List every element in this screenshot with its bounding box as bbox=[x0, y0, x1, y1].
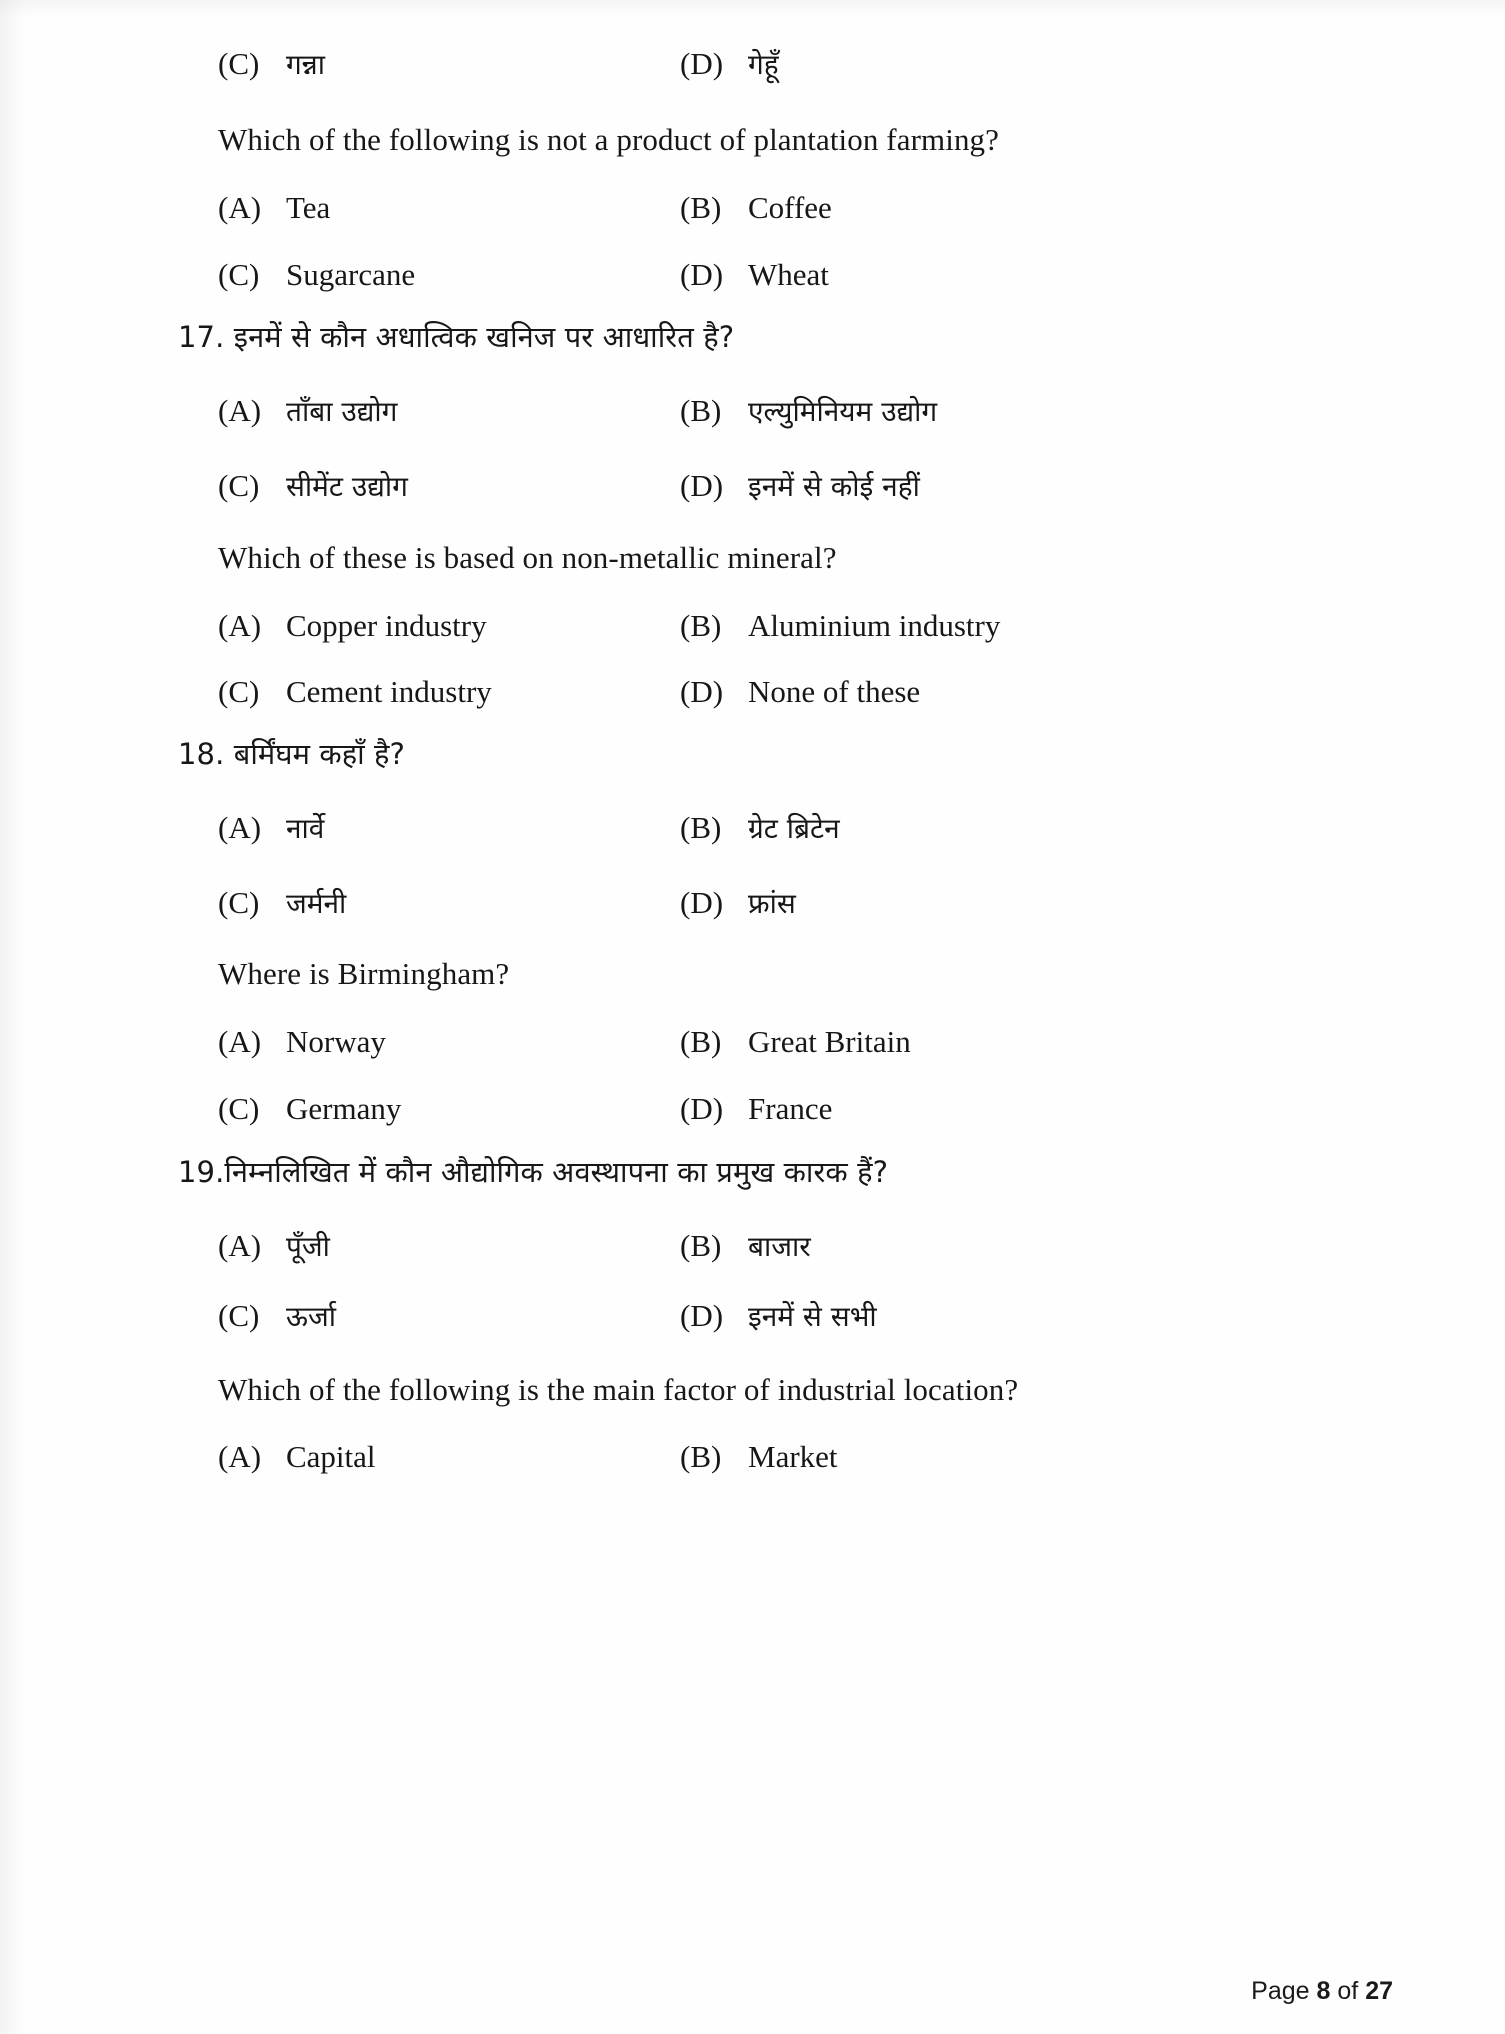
option-c bbox=[218, 48, 325, 79]
option-text: नार्वे bbox=[286, 812, 325, 845]
option-tag: (C) bbox=[218, 46, 260, 81]
option-d bbox=[680, 887, 796, 918]
option-tag: (A) bbox=[218, 608, 262, 643]
option-b bbox=[680, 812, 840, 843]
option-text: एल्युमिनियम उद्योग bbox=[748, 395, 938, 428]
page-footer bbox=[1251, 1977, 1393, 2006]
option-text: ऊर्जा bbox=[286, 1300, 337, 1333]
option-b bbox=[680, 395, 937, 426]
option-tag: (D) bbox=[680, 1298, 724, 1333]
option-text: Market bbox=[748, 1439, 838, 1474]
option-b bbox=[680, 1441, 838, 1472]
option-d bbox=[680, 1300, 877, 1331]
option-tag: (B) bbox=[680, 810, 722, 845]
option-tag: (D) bbox=[680, 885, 724, 920]
option-tag: (A) bbox=[218, 1439, 262, 1474]
option-tag: (D) bbox=[680, 1091, 724, 1126]
option-text: Copper industry bbox=[286, 608, 487, 643]
footer-of: of bbox=[1337, 1977, 1359, 2005]
option-b bbox=[680, 610, 1000, 641]
option-c bbox=[218, 887, 346, 918]
option-d bbox=[680, 470, 920, 501]
option-tag: (C) bbox=[218, 257, 260, 292]
option-tag: (D) bbox=[680, 46, 724, 81]
option-tag: (C) bbox=[218, 1298, 260, 1333]
option-text: Aluminium industry bbox=[748, 608, 1001, 643]
footer-label: Page bbox=[1251, 1977, 1310, 2005]
option-text: Coffee bbox=[748, 190, 832, 225]
option-text: ग्रेट ब्रिटेन bbox=[748, 812, 840, 845]
option-tag: (B) bbox=[680, 608, 722, 643]
option-c bbox=[218, 1093, 401, 1124]
option-tag: (D) bbox=[680, 674, 724, 709]
option-text: Tea bbox=[286, 190, 331, 225]
option-tag: (B) bbox=[680, 1228, 722, 1263]
option-a bbox=[218, 1441, 376, 1472]
option-text: Capital bbox=[286, 1439, 376, 1474]
option-text: ताँबा उद्योग bbox=[286, 395, 398, 428]
question-number: 17. bbox=[178, 320, 225, 354]
option-tag: (C) bbox=[218, 674, 260, 709]
question-19-stem-hindi bbox=[178, 1155, 889, 1189]
question-18-stem-hindi bbox=[178, 737, 406, 771]
option-text: गेहूँ bbox=[748, 48, 779, 81]
option-b bbox=[680, 1230, 811, 1261]
option-row bbox=[218, 1093, 1298, 1133]
option-text: बाजार bbox=[748, 1230, 811, 1263]
option-tag: (B) bbox=[680, 190, 722, 225]
question-text: बर्मिंघम कहाँ है? bbox=[233, 737, 406, 771]
option-tag: (A) bbox=[218, 810, 262, 845]
question-number: 18. bbox=[178, 737, 225, 771]
option-text: इनमें से सभी bbox=[748, 1300, 877, 1333]
question-number: 19. bbox=[178, 1155, 225, 1189]
option-row bbox=[218, 395, 1298, 435]
option-text: Cement industry bbox=[286, 674, 492, 709]
option-text: None of these bbox=[748, 674, 921, 709]
option-a bbox=[218, 1230, 330, 1261]
option-a bbox=[218, 812, 324, 843]
option-c bbox=[218, 676, 492, 707]
option-b bbox=[680, 192, 832, 223]
option-b bbox=[680, 1026, 911, 1057]
option-text: गन्ना bbox=[286, 48, 325, 81]
option-row bbox=[218, 192, 1298, 232]
option-row bbox=[218, 812, 1298, 852]
option-a bbox=[218, 610, 487, 641]
option-text: Great Britain bbox=[748, 1024, 911, 1059]
option-row bbox=[218, 470, 1298, 510]
option-text: इनमें से कोई नहीं bbox=[748, 470, 920, 503]
option-row bbox=[218, 610, 1298, 650]
option-tag: (D) bbox=[680, 468, 724, 503]
option-tag: (A) bbox=[218, 393, 262, 428]
option-row bbox=[218, 1230, 1298, 1270]
option-c bbox=[218, 1300, 336, 1331]
option-d bbox=[680, 1093, 832, 1124]
option-text: Germany bbox=[286, 1091, 402, 1126]
option-tag: (B) bbox=[680, 1024, 722, 1059]
option-text: पूँजी bbox=[286, 1230, 330, 1263]
question-stem-english: Which of the following is not a product of plantation farming? bbox=[218, 122, 1000, 157]
option-text: जर्मनी bbox=[286, 887, 347, 920]
question-17-stem-english: Which of these is based on non-metallic mineral? bbox=[218, 540, 837, 575]
option-row bbox=[218, 1441, 1298, 1481]
option-a bbox=[218, 1026, 386, 1057]
option-d bbox=[680, 676, 920, 707]
option-tag: (D) bbox=[680, 257, 724, 292]
option-d bbox=[680, 48, 779, 79]
option-text: France bbox=[748, 1091, 833, 1126]
option-row bbox=[218, 676, 1298, 716]
option-tag: (B) bbox=[680, 393, 722, 428]
question-text: इनमें से कौन अधात्विक खनिज पर आधारित है? bbox=[233, 320, 735, 354]
option-c bbox=[218, 470, 408, 501]
option-c bbox=[218, 259, 415, 290]
option-tag: (A) bbox=[218, 190, 262, 225]
option-tag: (A) bbox=[218, 1228, 262, 1263]
question-18-stem-english: Where is Birmingham? bbox=[218, 956, 510, 991]
question-19-stem-english: Which of the following is the main factor of industrial location? bbox=[218, 1372, 1019, 1407]
option-d bbox=[680, 259, 829, 290]
question-17-stem-hindi bbox=[178, 320, 735, 354]
option-tag: (B) bbox=[680, 1439, 722, 1474]
question-text: निम्नलिखित में कौन औद्योगिक अवस्थापना का प्रमुख कारक हैं? bbox=[224, 1155, 889, 1189]
option-row bbox=[218, 1026, 1298, 1066]
option-row bbox=[218, 887, 1298, 927]
option-row bbox=[218, 259, 1298, 299]
option-text: सीमेंट उद्योग bbox=[286, 470, 408, 503]
option-tag: (C) bbox=[218, 1091, 260, 1126]
option-a bbox=[218, 395, 397, 426]
option-row bbox=[218, 1300, 1298, 1340]
footer-total-pages: 27 bbox=[1365, 1977, 1393, 2005]
option-a bbox=[218, 192, 330, 223]
option-row bbox=[218, 48, 1298, 88]
option-tag: (C) bbox=[218, 885, 260, 920]
option-text: Wheat bbox=[748, 257, 829, 292]
option-text: फ्रांस bbox=[748, 887, 796, 920]
option-text: Norway bbox=[286, 1024, 386, 1059]
option-tag: (A) bbox=[218, 1024, 262, 1059]
option-tag: (C) bbox=[218, 468, 260, 503]
footer-page-number: 8 bbox=[1316, 1977, 1331, 2005]
option-text: Sugarcane bbox=[286, 257, 416, 292]
